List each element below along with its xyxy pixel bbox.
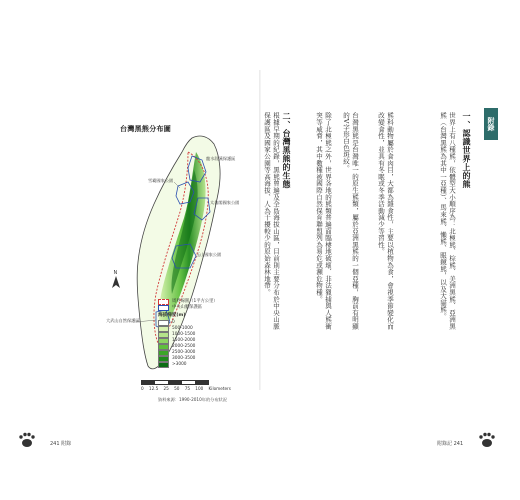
legend-band-label: 3000-3500 bbox=[172, 356, 196, 361]
scale-tick: 50 bbox=[174, 385, 180, 391]
label-taroko-park: 太魯閣國家公園 bbox=[210, 200, 240, 205]
para-3: 台灣黑熊是台灣唯一的原生熊類，屬於亞洲黑熊的一個亞種，胸前有明顯的V字形白色斑紋。 bbox=[342, 112, 359, 330]
scale-tick: 100 bbox=[195, 385, 204, 391]
para-5: 根據早期的紀錄，黑熊曾遍及全島海拔山區，目前則主要分布於中央山脈保護區及國家公園等高海拔、人為干擾較少的原始森林地帶。 bbox=[263, 112, 280, 330]
para-1: 世界上有八種熊，依體型大小順序為：北極熊、棕熊、美洲黑熊、亞洲黑熊（台灣黑熊為其中一亞種）、馬來熊、懶熊、眼鏡熊，以及大貓熊。 bbox=[439, 112, 456, 330]
north-arrow-icon bbox=[112, 270, 120, 288]
paw-print-icon bbox=[18, 432, 36, 448]
heading-bear-ecology: 二、台灣黑熊的生態 bbox=[282, 112, 292, 189]
scale-tick: 25 bbox=[163, 385, 169, 391]
scale-ticks bbox=[141, 386, 231, 391]
scale-graphic bbox=[141, 380, 209, 385]
legend-reserve: 中央山脈保護區 bbox=[158, 305, 258, 311]
legend-swatch bbox=[158, 305, 169, 312]
scale-unit: Kilometers bbox=[208, 385, 231, 391]
appendix-tab: 附錄 bbox=[484, 108, 498, 140]
label-north-reserve: 龍水段溪保護區 bbox=[206, 156, 236, 161]
scale-tick: 75 bbox=[184, 385, 191, 391]
heading-know-bears: 一、認識世界上的熊 bbox=[462, 112, 472, 189]
legend-band-label: 2500-3000 bbox=[172, 350, 196, 355]
scale-bar bbox=[141, 380, 251, 391]
paw-print-icon bbox=[478, 432, 496, 448]
label-dawu-reserve: 大武山自然保護區 bbox=[106, 318, 140, 323]
legend-bands bbox=[158, 320, 258, 368]
scale-tick: 12.5 bbox=[148, 385, 159, 391]
legend-range: 周界線圍（1平方公里） bbox=[158, 299, 258, 305]
map-legend bbox=[158, 299, 258, 368]
legend-band-label: 1500-2000 bbox=[172, 338, 196, 343]
legend-elev-title: 海拔梯度(m) bbox=[158, 313, 186, 318]
map-source: 資料來源：1990-2010年的分布狀況 bbox=[158, 397, 227, 402]
legend-band bbox=[158, 362, 258, 368]
map-title: 台灣黑熊分布圖 bbox=[120, 125, 172, 133]
para-4: 除了北極熊之外，世界各地的熊類普遍面臨棲地破壞、非法獵捕與人熊衝突等威脅，其中數種被國際自然保育聯盟列為易危或瀕危物種。 bbox=[315, 112, 332, 330]
legend-band-label: 2000-2500 bbox=[172, 344, 196, 349]
legend-band-label: 0 bbox=[172, 320, 175, 325]
legend-band-label: >3000 bbox=[172, 362, 187, 367]
scale-tick: 0 bbox=[141, 385, 144, 391]
svg-text:N: N bbox=[113, 270, 118, 276]
legend-band-label: 500-1000 bbox=[172, 326, 193, 331]
label-yushan-park: 玉山國家公園 bbox=[196, 252, 222, 257]
para-2: 熊科動物屬於食肉目，大都為雜食性，主要以植物為食，會視季節變化而改變食性，並具有冬眠或冬季活動減少等習性。 bbox=[377, 112, 394, 330]
folio-right: 附錄記 241 bbox=[437, 441, 464, 447]
legend-band-label: 1000-1500 bbox=[172, 332, 196, 337]
legend-swatch bbox=[158, 362, 169, 369]
folio-left: 241 附錄 bbox=[50, 441, 72, 447]
label-snow-park: 雪霸國家公園 bbox=[148, 178, 174, 183]
